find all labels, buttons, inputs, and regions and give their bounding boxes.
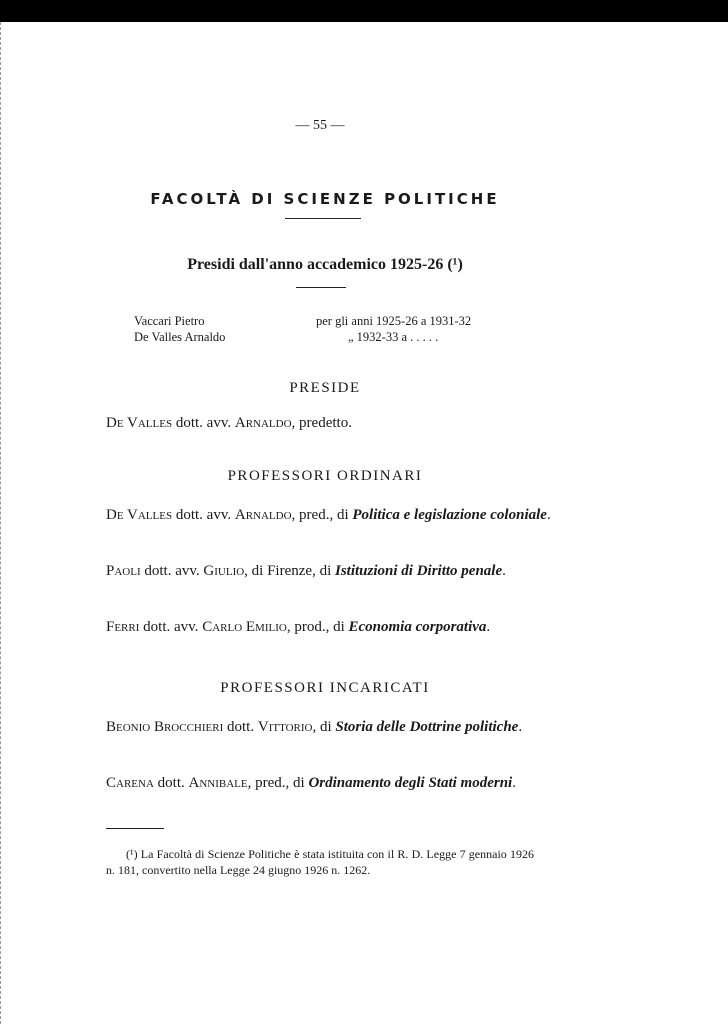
entry-mid: , prod., di [286, 619, 349, 635]
ordinario-entry [106, 504, 558, 527]
incaricati-heading: PROFESSORI INCARICATI [220, 680, 430, 696]
preside-firstname: Arnaldo [234, 415, 292, 431]
entry-mid: , pred., di [291, 507, 353, 523]
entry-titles: dott. avv. [143, 619, 199, 635]
entry-subject: Storia delle Dottrine politiche [335, 719, 519, 735]
scan-left-edge [0, 22, 7, 1024]
presidi-heading: Presidi dall'anno accademico 1925-26 (¹) [187, 256, 463, 273]
entry-titles: dott. [157, 775, 185, 791]
entry-mid: , di Firenze, di [244, 563, 335, 579]
page-number: — 55 — [295, 118, 345, 133]
entry-titles: dott. avv. [144, 563, 200, 579]
preside-rest: , predetto. [291, 415, 352, 431]
entry-surname: De Valles [106, 507, 173, 523]
entry-end: . [546, 507, 551, 523]
footnote-rule [106, 828, 164, 829]
entry-end: . [518, 719, 523, 735]
footnote: (¹) La Facoltà di Scienze Politiche è stata istituita con il R. D. Legge 7 gennaio 1926 n. 181, convertito nella Legge 24 giugno 1926 n. 1262. [106, 847, 534, 877]
entry-surname: Ferri [106, 619, 140, 635]
entry-surname: Beonio Brocchieri [106, 719, 224, 735]
ordinario-entry [106, 560, 558, 583]
entry-subject: Politica e legislazione coloniale [352, 507, 547, 523]
entry-surname: Paoli [106, 563, 141, 579]
entry-titles: dott. avv. [175, 507, 232, 523]
entry-firstname: Giulio [203, 563, 245, 579]
faculty-title: FACOLTÀ DI SCIENZE POLITICHE [150, 190, 500, 208]
ordinari-heading: PROFESSORI ORDINARI [227, 468, 423, 484]
entry-mid: , pred., di [247, 775, 309, 791]
entry-firstname: Vittorio [257, 719, 313, 735]
entry-end: . [512, 775, 516, 791]
preside-period-2: „ 1932-33 a . . . . . [348, 330, 439, 344]
preside-titles: dott. avv. [175, 415, 232, 431]
title-rule [285, 218, 361, 219]
incaricato-entry [106, 772, 558, 795]
entry-surname: Carena [106, 775, 154, 791]
top-black-bar [0, 0, 728, 22]
entry-subject: Istituzioni di Diritto penale [335, 563, 503, 579]
entry-end: . [502, 563, 506, 579]
presidi-rule [296, 287, 346, 288]
preside-heading: PRESIDE [289, 380, 361, 396]
entry-titles: dott. [227, 719, 255, 735]
entry-firstname: Arnaldo [234, 507, 292, 523]
entry-mid: , di [312, 719, 336, 735]
preside-entry [106, 412, 558, 435]
preside-surname: De Valles [106, 415, 173, 431]
entry-subject: Ordinamento degli Stati moderni [308, 775, 513, 791]
entry-firstname: Annibale [188, 775, 248, 791]
entry-firstname: Carlo Emilio [202, 619, 287, 635]
entry-subject: Economia corporativa [348, 619, 487, 635]
entry-end: . [486, 619, 491, 635]
preside-name-1: Vaccari Pietro [134, 314, 205, 328]
incaricato-entry [106, 716, 558, 739]
preside-name-2: De Valles Arnaldo [134, 330, 226, 344]
ordinario-entry [106, 616, 558, 639]
preside-period-1: per gli anni 1925-26 a 1931-32 [316, 314, 472, 328]
